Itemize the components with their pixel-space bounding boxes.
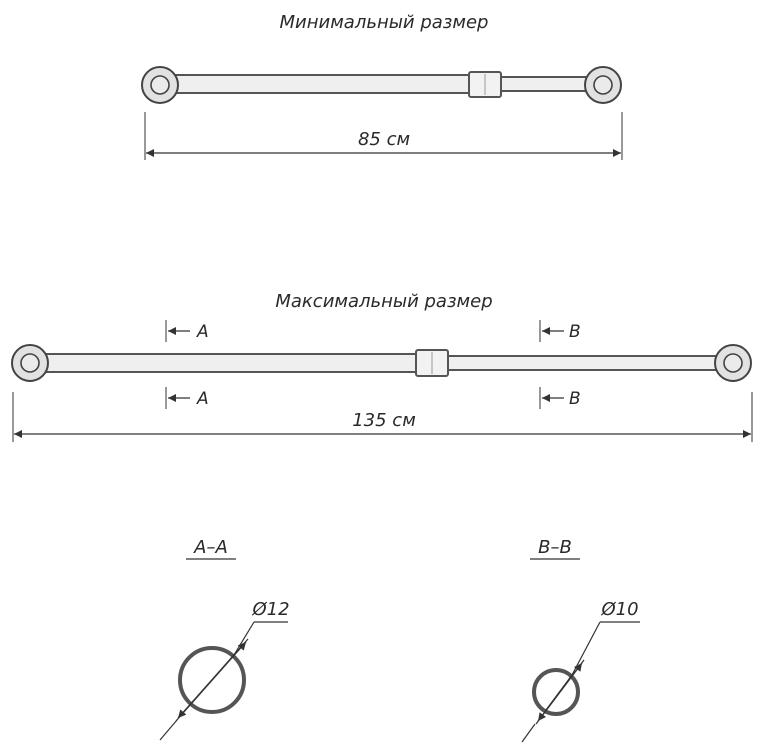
- max-rod-outer-tube: [42, 354, 418, 372]
- max-size-view: [12, 291, 752, 442]
- svg-text:B: B: [569, 322, 581, 342]
- section-a-a-diameter: Ø12: [252, 599, 290, 620]
- min-rod: [142, 67, 621, 103]
- section-b-b-title: B–B: [538, 537, 572, 558]
- svg-text:B: B: [569, 389, 581, 409]
- section-a-a-title: A–A: [194, 537, 228, 558]
- min-rod-left-end-ring: [142, 67, 178, 103]
- max-rod-right-end-ring: [715, 345, 751, 381]
- min-rod-outer-tube: [172, 75, 472, 93]
- min-rod-inner-tube: [498, 77, 590, 91]
- section-mark-a-top: [166, 320, 209, 342]
- section-b-b-diameter: Ø10: [601, 599, 639, 620]
- max-size-title: Максимальный размер: [275, 291, 493, 312]
- svg-text:A: A: [197, 322, 209, 342]
- min-size-view: [142, 12, 622, 160]
- max-rod-inner-tube: [446, 356, 722, 370]
- section-mark-b-bottom: [540, 387, 581, 409]
- svg-text:A: A: [197, 389, 209, 409]
- section-a-a: [160, 537, 290, 740]
- min-rod-right-end-ring: [585, 67, 621, 103]
- max-rod: [12, 345, 751, 381]
- max-dimension-label: 135 см: [352, 410, 416, 431]
- min-dimension-label: 85 см: [357, 129, 411, 150]
- section-mark-b-top: [540, 320, 581, 342]
- min-size-title: Минимальный размер: [279, 12, 489, 33]
- max-rod-left-end-ring: [12, 345, 48, 381]
- section-b-b: [522, 537, 640, 742]
- section-mark-a-bottom: [166, 387, 209, 409]
